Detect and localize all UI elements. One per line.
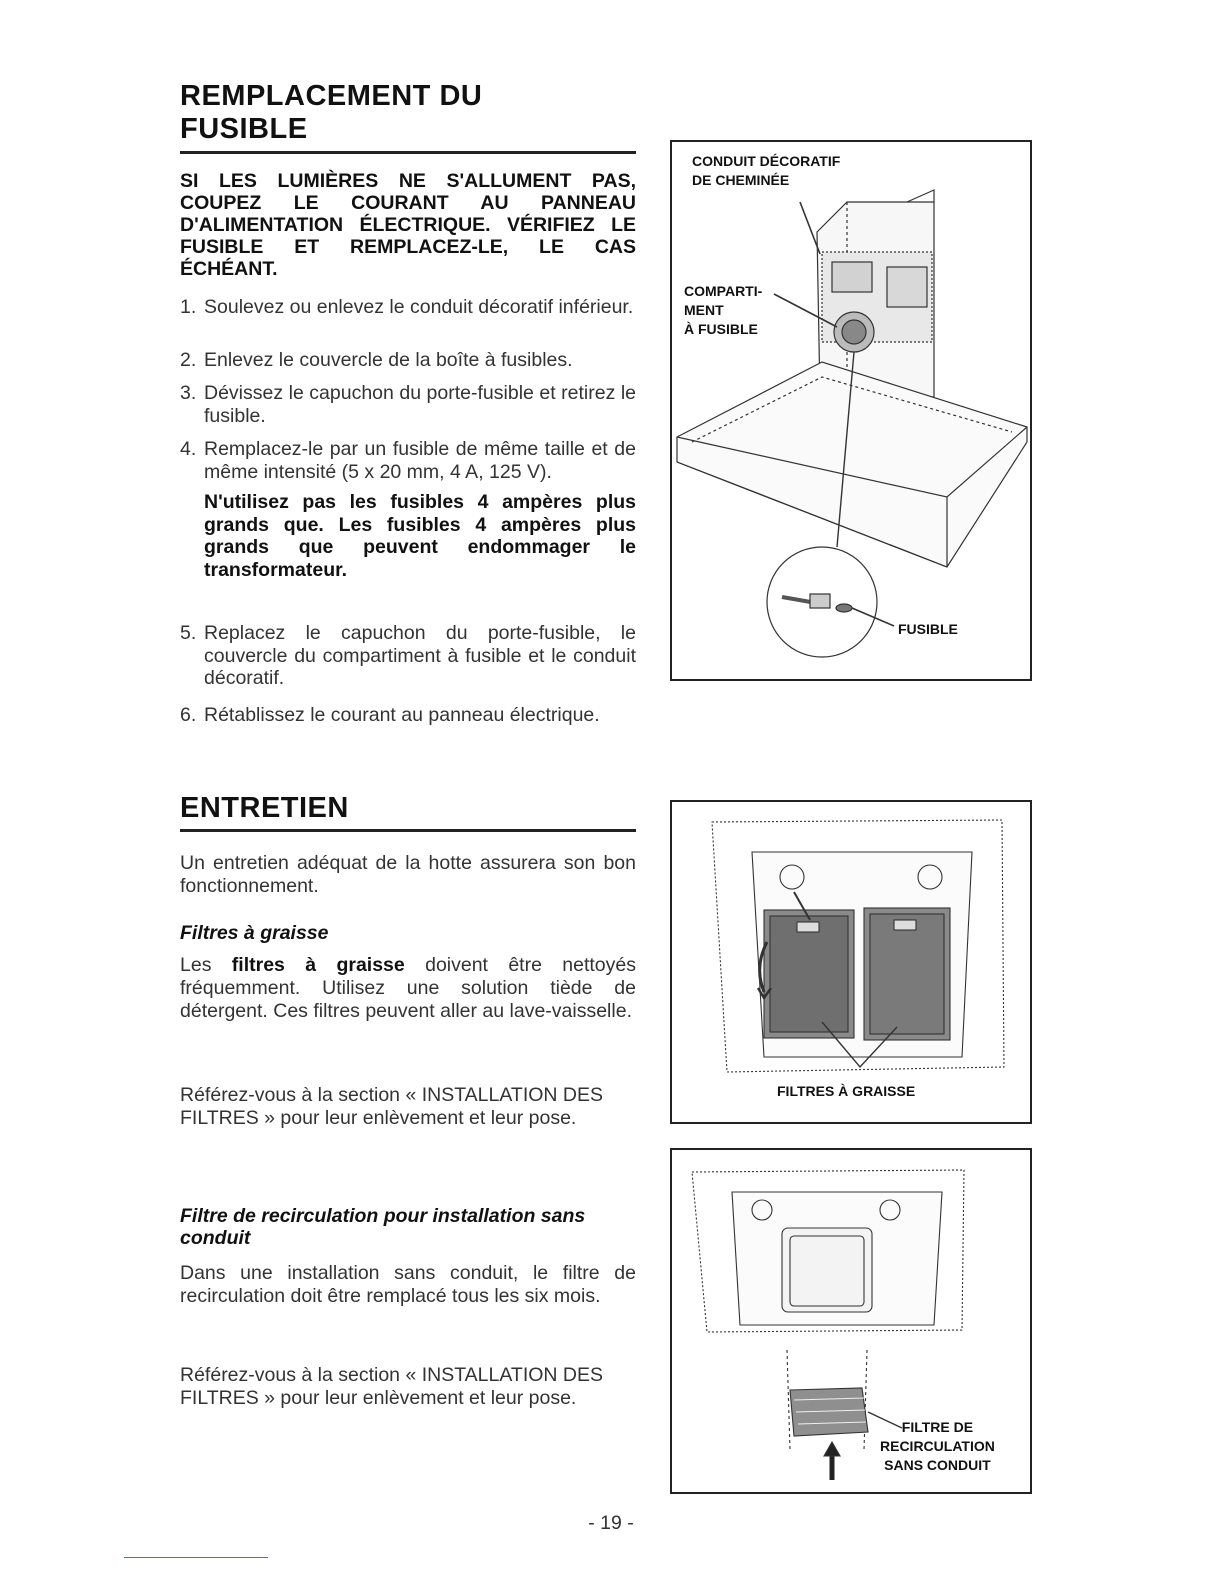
fuse-section-title [180, 80, 640, 146]
range-hood-fuse-illustration [672, 142, 1030, 679]
step-3: 3. Dévissez le capuchon du porte-fusible et retirez le fusible. [180, 382, 636, 427]
recirc-filter-text: Dans une installation sans conduit, le filtre de recirculation doit être remplacé tous les six mois. [180, 1262, 636, 1307]
label-grease-filters: FILTRES À GRAISSE [777, 1083, 916, 1099]
grease-filters-heading: Filtres à graisse [180, 922, 329, 944]
step-1: 1. Soulevez ou enlevez le conduit décoratif inférieur. [180, 296, 634, 318]
grease-filters-figure [670, 800, 1032, 1124]
page-number: - 19 - [588, 1512, 634, 1534]
recirc-filter-figure [670, 1148, 1032, 1494]
label-fuse: FUSIBLE [898, 621, 958, 637]
maintenance-title-rule [180, 829, 636, 832]
fuse-title-line1: REMPLACEMENT DU [180, 80, 483, 112]
maintenance-intro: Un entretien adéquat de la hotte assurera son bon fonctionnement. [180, 852, 636, 897]
step-6: 6. Rétablissez le courant au panneau électrique. [180, 704, 600, 726]
fuse-steps-list [180, 296, 636, 766]
grease-filters-illustration [672, 802, 1030, 1122]
label-recirc-filter: FILTRE DE RECIRCULATION SANS CONDUIT [880, 1419, 995, 1473]
fuse-title-rule [180, 151, 636, 154]
step-4-warning-note: N'utilisez pas les fusibles 4 ampères plus grands que. Les fusibles 4 ampères plus grands que peuvent endommager le transformateur. [204, 491, 636, 581]
step-5: 5. Replacez le capuchon du porte-fusible, le couvercle du compartiment à fusible et le conduit décoratif. [180, 622, 636, 689]
recirc-filter-heading: Filtre de recirculation pour installation sans conduit [180, 1205, 586, 1249]
fuse-warning: SI LES LUMIÈRES NE S'ALLUMENT PAS, COUPEZ LE COURANT AU PANNEAU D'ALIMENTATION ÉLECTRIQUE. VÉRIFIEZ LE FUSIBLE ET REMPLACEZ-LE, LE CAS ÉCHÉANT. [180, 170, 636, 280]
step-4: 4. Remplacez-le par un fusible de même taille et de même intensité (5 x 20 mm, 4 A, 125 V). N'utilisez pas les fusibles 4 ampères plus grands que. Les fusibles 4 ampères plus grands que peuvent endommager le transformateur. [180, 438, 636, 581]
fuse-compartment-figure [670, 140, 1032, 681]
fuse-title-line2: FUSIBLE [180, 113, 308, 145]
grease-filters-bold: filtres à graisse [231, 954, 405, 976]
label-decorative-duct: CONDUIT DÉCORATIF DE CHEMINÉE [692, 153, 841, 188]
grease-filters-reference: Référez-vous à la section « INSTALLATION DES FILTRES » pour leur enlèvement et leur pose. [180, 1084, 604, 1129]
step-2: 2. Enlevez le couvercle de la boîte à fusibles. [180, 349, 573, 371]
label-fuse-compartment: COMPARTI- MENT À FUSIBLE [684, 283, 763, 337]
grease-filters-text: Les filtres à graisse doivent être nettoyés fréquemment. Utilisez une solution tiède de détergent. Ces filtres peuvent aller au lave-vaisselle. [180, 954, 636, 1022]
footer-rule [124, 1557, 268, 1558]
recirc-filter-reference: Référez-vous à la section « INSTALLATION DES FILTRES » pour leur enlèvement et leur pose. [180, 1364, 604, 1409]
maintenance-section-title: ENTRETIEN [180, 792, 349, 824]
